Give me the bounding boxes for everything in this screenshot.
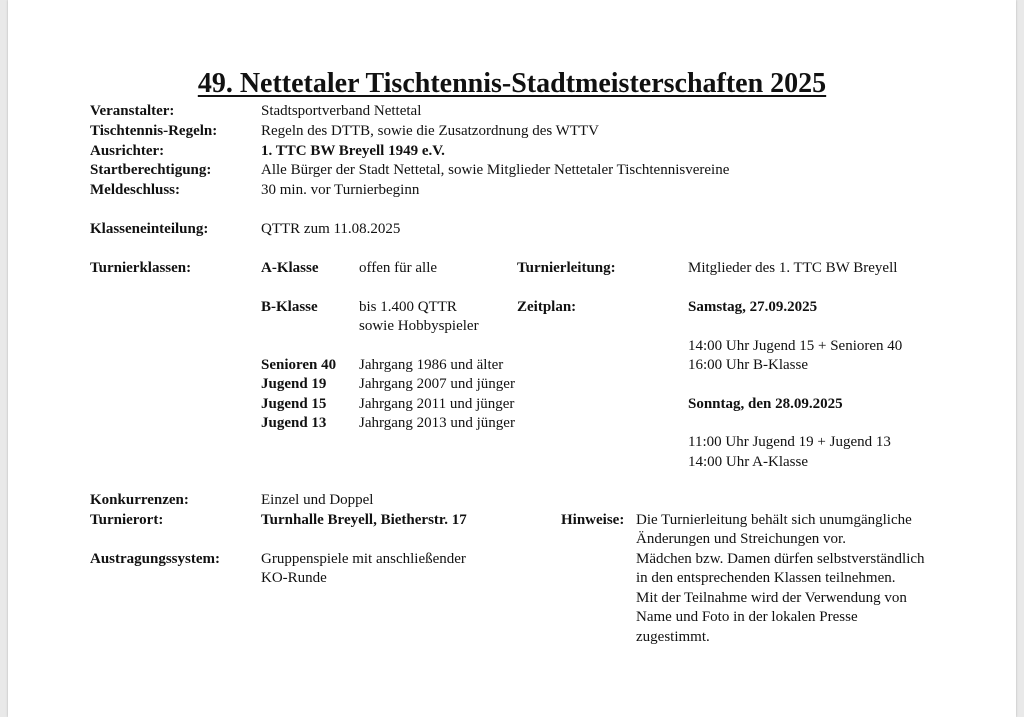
hinweise-line-4: in den entsprechenden Klassen teilnehmen.: [636, 570, 896, 586]
zeitplan-day2-line2: 14:00 Uhr A-Klasse: [688, 454, 808, 470]
a-klasse-desc: offen für alle: [359, 260, 438, 276]
hinweise-line-2: Änderungen und Streichungen vor.: [636, 531, 846, 547]
a-klasse-name: A-Klasse: [261, 260, 319, 276]
startberechtigung-label: Startberechtigung:: [90, 162, 212, 178]
b-klasse-desc-1: bis 1.400 QTTR: [359, 299, 457, 315]
austragungssystem-value-2: KO-Runde: [261, 570, 327, 586]
austragungssystem-label: Austragungssystem:: [90, 551, 221, 567]
page-title: 49. Nettetaler Tischtennis-Stadtmeisterschaften 2025: [197, 68, 827, 99]
jugend15-name: Jugend 15: [261, 396, 327, 412]
hinweise-line-6: Name und Foto in der lokalen Presse: [636, 609, 858, 625]
konkurrenzen-label: Konkurrenzen:: [90, 492, 189, 508]
ausrichter-label: Ausrichter:: [90, 143, 165, 159]
turnierleitung-label: Turnierleitung:: [517, 260, 616, 276]
meldeschluss-label: Meldeschluss:: [90, 182, 180, 198]
b-klasse-desc-2: sowie Hobbyspieler: [359, 318, 479, 334]
regeln-value: Regeln des DTTB, sowie die Zusatzordnung des WTTV: [261, 123, 599, 139]
regeln-label: Tischtennis-Regeln:: [90, 123, 218, 139]
zeitplan-day1-line2: 16:00 Uhr B-Klasse: [688, 357, 808, 373]
startberechtigung-value: Alle Bürger der Stadt Nettetal, sowie Mitglieder Nettetaler Tischtennisvereine: [261, 162, 730, 178]
turnierleitung-value: Mitglieder des 1. TTC BW Breyell: [688, 260, 898, 276]
meldeschluss-value: 30 min. vor Turnierbeginn: [261, 182, 420, 198]
turnierort-value: Turnhalle Breyell, Bietherstr. 17: [261, 512, 467, 528]
klasseneinteilung-label: Klasseneinteilung:: [90, 221, 209, 237]
zeitplan-day1-line1: 14:00 Uhr Jugend 15 + Senioren 40: [688, 338, 903, 354]
jugend15-desc: Jahrgang 2011 und jünger: [359, 396, 515, 412]
hinweise-label: Hinweise:: [561, 512, 625, 528]
zeitplan-day2: Sonntag, den 28.09.2025: [688, 396, 843, 412]
zeitplan-day2-line1: 11:00 Uhr Jugend 19 + Jugend 13: [688, 434, 891, 450]
austragungssystem-value-1: Gruppenspiele mit anschließender: [261, 551, 466, 567]
jugend19-name: Jugend 19: [261, 376, 327, 392]
veranstalter-label: Veranstalter:: [90, 103, 175, 119]
hinweise-line-3: Mädchen bzw. Damen dürfen selbstverständlich: [636, 551, 925, 567]
senioren40-name: Senioren 40: [261, 357, 337, 373]
jugend13-desc: Jahrgang 2013 und jünger: [359, 415, 515, 431]
konkurrenzen-value: Einzel und Doppel: [261, 492, 374, 508]
senioren40-desc: Jahrgang 1986 und älter: [359, 357, 504, 373]
hinweise-line-5: Mit der Teilnahme wird der Verwendung von: [636, 590, 907, 606]
zeitplan-day1: Samstag, 27.09.2025: [688, 299, 818, 315]
veranstalter-value: Stadtsportverband Nettetal: [261, 103, 422, 119]
zeitplan-label: Zeitplan:: [517, 299, 577, 315]
jugend19-desc: Jahrgang 2007 und jünger: [359, 376, 515, 392]
hinweise-line-1: Die Turnierleitung behält sich unumgängliche: [636, 512, 912, 528]
b-klasse-name: B-Klasse: [261, 299, 318, 315]
ausrichter-value: 1. TTC BW Breyell 1949 e.V.: [261, 143, 445, 159]
turnierort-label: Turnierort:: [90, 512, 164, 528]
hinweise-line-7: zugestimmt.: [636, 629, 710, 645]
klasseneinteilung-value: QTTR zum 11.08.2025: [261, 221, 401, 237]
jugend13-name: Jugend 13: [261, 415, 327, 431]
turnierklassen-label: Turnierklassen:: [90, 260, 192, 276]
